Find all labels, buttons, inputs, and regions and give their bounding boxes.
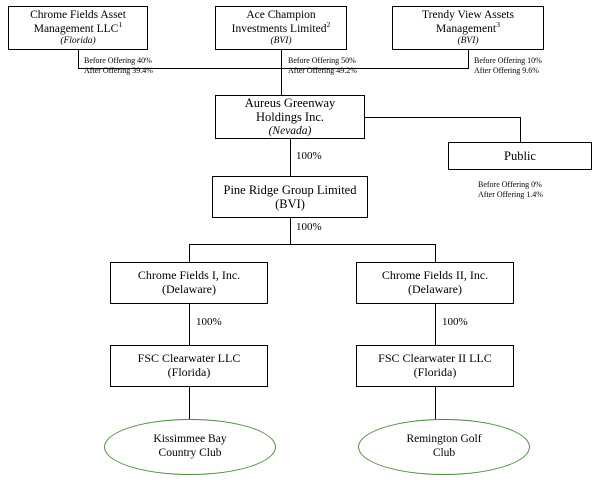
node-label-line1: Aureus Greenway xyxy=(244,96,336,111)
connector-cf2-to-fsc2 xyxy=(435,304,436,345)
node-label-line2: Management LLC$^1$ xyxy=(33,19,123,35)
node-jurisdiction: (Nevada) xyxy=(268,124,312,137)
label-tva-ownership: Before Offering 10% After Offering 9.6% xyxy=(474,56,542,75)
node-label-line2: Country Club xyxy=(158,447,222,459)
node-ace-champion-investments xyxy=(215,6,347,50)
connector-cf1-to-fsc1 xyxy=(189,304,190,345)
node-kissimmee-bay-country-club xyxy=(104,419,276,475)
connector-aureus-to-pineridge xyxy=(290,139,291,176)
label-cf2-percent: 100% xyxy=(442,316,468,328)
node-label-line1: Remington Golf xyxy=(406,433,482,446)
connector-bus-to-cf1 xyxy=(189,244,190,262)
footnote-marker: 2 xyxy=(326,19,331,29)
node-label-line2: Holdings Inc. xyxy=(255,110,325,125)
node-jurisdiction: (BVI) xyxy=(270,35,292,46)
connector-pineridge-down xyxy=(290,218,291,244)
connector-pineridge-bus xyxy=(189,244,435,245)
footnote-marker: 3 xyxy=(496,19,500,29)
node-label-line1: Trendy View Assets xyxy=(422,9,514,22)
node-chrome-fields-i xyxy=(110,262,268,304)
node-jurisdiction: (Florida) xyxy=(60,35,96,46)
node-public xyxy=(448,142,592,170)
connector-tva-down xyxy=(468,50,469,68)
connector-cfam-down xyxy=(78,50,79,68)
node-label-line1: Pine Ridge Group Limited xyxy=(223,182,357,197)
label-pineridge-percent: 100% xyxy=(296,221,322,233)
node-chrome-fields-asset-management xyxy=(8,6,148,50)
node-jurisdiction: (BVI) xyxy=(457,35,479,46)
connector-fsc2-to-remington xyxy=(435,387,436,423)
node-label-line1: Chrome Fields I, Inc. xyxy=(137,268,241,283)
node-label-line1: Public xyxy=(504,148,536,163)
connector-aureus-to-public-v xyxy=(520,117,521,142)
node-chrome-fields-ii xyxy=(356,262,514,304)
node-label-line2: Investments Limited$^2$ xyxy=(231,19,331,35)
node-label-line2: (Florida) xyxy=(413,365,457,379)
node-label-line2: (Florida) xyxy=(167,365,211,379)
connector-bus-to-cf2 xyxy=(435,244,436,262)
node-label-line2: (BVI) xyxy=(275,197,305,211)
node-remington-golf-club xyxy=(358,419,530,475)
node-label-line2: Management$^3$ xyxy=(436,19,500,35)
node-trendy-view-assets-management xyxy=(392,6,544,50)
node-label-line1: FSC Clearwater LLC xyxy=(137,351,241,366)
label-cf1-percent: 100% xyxy=(196,316,222,328)
label-ace-ownership: Before Offering 50% After Offering 49.2% xyxy=(288,56,357,75)
connector-bus-to-aureus xyxy=(281,68,282,95)
node-label-line1: Ace Champion xyxy=(246,9,316,22)
connector-ace-down xyxy=(281,50,282,68)
node-aureus-greenway-holdings xyxy=(215,95,365,139)
node-label-line1: FSC Clearwater II LLC xyxy=(378,351,492,366)
label-public-ownership: Before Offering 0% After Offering 1.4% xyxy=(478,180,543,199)
node-label-line2: (Delaware) xyxy=(162,282,216,296)
node-label-line1: Chrome Fields Asset xyxy=(30,9,126,22)
node-pine-ridge-group-limited xyxy=(212,176,368,218)
connector-fsc1-to-kissimmee xyxy=(189,387,190,423)
footnote-marker: 1 xyxy=(118,19,123,29)
node-fsc-clearwater-ii-llc xyxy=(356,345,514,387)
node-label-line2: (Delaware) xyxy=(408,282,462,296)
node-fsc-clearwater-llc xyxy=(110,345,268,387)
label-aureus-to-pineridge-percent: 100% xyxy=(296,150,322,162)
node-label-line1: Kissimmee Bay xyxy=(153,433,227,446)
connector-aureus-to-public-h xyxy=(365,117,520,118)
node-label-line2: Club xyxy=(432,447,456,459)
label-cfam-ownership: Before Offering 40% After Offering 39.4% xyxy=(84,56,153,75)
node-label-line1: Chrome Fields II, Inc. xyxy=(381,268,489,283)
